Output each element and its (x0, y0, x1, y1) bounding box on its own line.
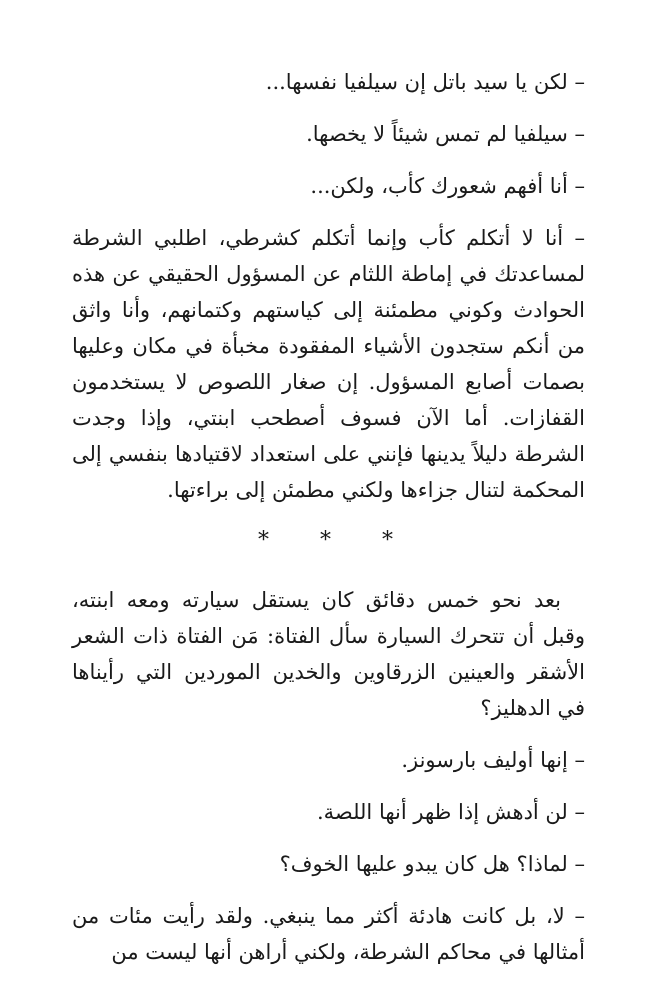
dialogue-paragraph: – لا، بل كانت هادئة أكثر مما ينبغي. ولقد رأيت مئات من أمثالها في محاكم الشرطة، ولكني أراهن أنها ليست من (72, 904, 585, 964)
dialogue-line: – أنا أفهم شعورك كأب، ولكن... (310, 174, 585, 198)
dialogue-line: – إنها أوليف بارسونز. (401, 748, 585, 772)
dialogue-line: – لماذا؟ هل كان يبدو عليها الخوف؟ (279, 852, 585, 876)
dialogue-section-1 (72, 64, 585, 508)
narrative-section-2 (72, 582, 585, 970)
dialogue-line: – لكن يا سيد باتل إن سيلفيا نفسها... (265, 70, 585, 94)
dialogue-paragraph: – أنا لا أتكلم كأب وإنما أتكلم كشرطي، اطلبي الشرطة لمساعدتك في إماطة اللثام عن المسؤول الحقيقي عن هذه الحوادث وكوني مطمئنة إلى كياستهم وكتمانهم، وأنا واثق من أنكم ستجدون الأشياء المفقودة مخبأة في مكان وعليها بصمات أصابع المسؤول. إن صغار اللصوص لا يستخدمون القفازات. أما الآن فسوف أصطحب ابنتي، وإذا وجدت الشرطة دليلاً يدينها فإنني على استعداد لاقتيادها بنفسي إلى المحكمة لتنال جزاءها ولكني مطمئن إلى براءتها. (72, 226, 585, 502)
dialogue-line: – سيلفيا لم تمس شيئاً لا يخصها. (306, 122, 585, 146)
section-separator: * * * (258, 528, 415, 553)
dialogue-line: – لن أدهش إذا ظهر أنها اللصة. (316, 800, 585, 824)
narrative-paragraph: بعد نحو خمس دقائق كان يستقل سيارته ومعه ابنته، وقبل أن تتحرك السيارة سأل الفتاة: مَن الفتاة ذات الشعر الأشقر والعينين الزرقاوين والخدين الموردين التي رأيناها في الدهليز؟ (72, 588, 585, 720)
